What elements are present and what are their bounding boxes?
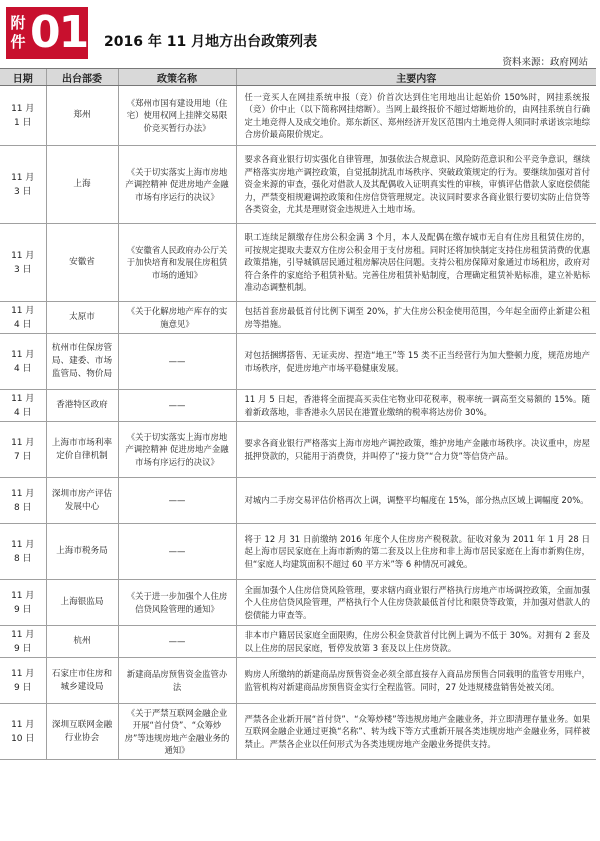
badge-number: 01: [30, 7, 88, 58]
dept-cell: 上海市税务局: [46, 524, 118, 580]
policy-name-cell: ——: [118, 334, 236, 390]
table-row: [0, 580, 596, 626]
policy-name-cell: 《关于切实落实上海市房地产调控精神 促进房地产金融市场有序运行的决议》: [118, 422, 236, 478]
dept-cell: 郑州: [46, 86, 118, 146]
table-body: [0, 86, 596, 760]
badge-prefix: [6, 14, 30, 52]
content-cell: 将于 12 月 31 日前缴纳 2016 年度个人住房房产税税款。征收对象为 2011 年 1 月 28 日起上海市居民家庭在上海市新购的第二套及以上住房和非上海市居民家庭在上海市新购住房，但“家庭人均建筑面积不超过 60 平方米”等 6 种情况可减免。: [236, 524, 596, 580]
table-row: [0, 478, 596, 524]
page-title: 2016 年 11 月地方出台政策列表: [104, 34, 318, 50]
content-cell: 要求各商业银行严格落实上海市房地产调控政策，维护房地产金融市场秩序。决议重申，房屋抵押贷款的，只能用于消费贷，并叫停了“接力贷”“合力贷”等信贷产品。: [236, 422, 596, 478]
content-cell: 对包括捆绑搭售、无证卖房、捏造“地王”等 15 类不正当经营行为加大整顿力度，规范房地产市场秩序，促进房地产市场平稳健康发展。: [236, 334, 596, 390]
content-cell: 包括首套房最低首付比例下调至 20%，扩大住房公积金使用范围，今年起全面停止新建公租房等措施。: [236, 302, 596, 334]
table-row: [0, 704, 596, 760]
table-row: [0, 224, 596, 302]
policy-name-cell: 《关于进一步加强个人住房信贷风险管理的通知》: [118, 580, 236, 626]
policy-name-cell: 《关于切实落实上海市房地产调控精神 促进房地产金融市场有序运行的决议》: [118, 146, 236, 224]
table-row: [0, 302, 596, 334]
date-cell: 11 月 9 日: [0, 580, 46, 626]
date-cell: 11 月 10 日: [0, 704, 46, 760]
table-row: [0, 626, 596, 658]
dept-cell: 安徽省: [46, 224, 118, 302]
column-header-date: 日期: [0, 69, 46, 86]
dept-cell: 深圳市房产评估发展中心: [46, 478, 118, 524]
dept-cell: 上海市市场利率定价自律机制: [46, 422, 118, 478]
date-cell: 11 月 4 日: [0, 302, 46, 334]
table-row: [0, 390, 596, 422]
column-header-dept: 出台部委: [46, 69, 118, 86]
policy-name-cell: ——: [118, 626, 236, 658]
date-cell: 11 月 9 日: [0, 658, 46, 704]
content-cell: 要求各商业银行切实强化自律管理，加强依法合规意识、风险防范意识和公平竞争意识，继续严格落实房地产调控政策，自觉抵制扰乱市场秩序、突破政策规定的行为。要继续加强对首付资金来源的审查，强化对借款人及其配偶收入证明真实性的审核，审慎评估借款人家庭偿债能力，严禁变相规避调控政策和住房信贷管理规定。决议同时要求各商业银行要切实防止信贷等各类资金，尤其是理财资金违规进入土地市场。: [236, 146, 596, 224]
date-cell: 11 月 7 日: [0, 422, 46, 478]
policy-name-cell: 《关于化解房地产库存的实施意见》: [118, 302, 236, 334]
column-header-content: 主要内容: [236, 69, 596, 86]
date-cell: 11 月 4 日: [0, 390, 46, 422]
badge-prefix-bottom: 件: [10, 33, 26, 51]
table-row: [0, 422, 596, 478]
policy-name-cell: 《郑州市国有建设用地（住宅）使用权网上挂牌交易限价竞买暂行办法》: [118, 86, 236, 146]
column-header-policy: 政策名称: [118, 69, 236, 86]
dept-cell: 香港特区政府: [46, 390, 118, 422]
policy-name-cell: 新建商品房预售资金监管办法: [118, 658, 236, 704]
policy-name-cell: 《关于严禁互联网金融企业开展“首付贷”、“众筹炒房”等违规房地产金融业务的通知》: [118, 704, 236, 760]
date-cell: 11 月 8 日: [0, 524, 46, 580]
dept-cell: 杭州市住保房管局、建委、市场监管局、物价局: [46, 334, 118, 390]
badge-prefix-top: 附: [10, 14, 26, 32]
table-header-row: [0, 69, 596, 86]
date-cell: 11 月 1 日: [0, 86, 46, 146]
source-note: 资料来源：政府网站: [502, 57, 588, 68]
table-row: [0, 146, 596, 224]
dept-cell: 上海: [46, 146, 118, 224]
policy-table: [0, 68, 596, 760]
date-cell: 11 月 3 日: [0, 146, 46, 224]
content-cell: 任一竞买人在网挂系统申报（竞）价首次达到住宅用地出让起始价 150%时，网挂系统报（竞）价中止（以下简称网挂熔断）。当网上最终报价不超过熔断地价的，由网挂系统自行确定土地竞得人及成交地价。郑东新区、郑州经济开发区范围内土地竞得人须同时承诺该宗地综合房价最高限价规定。: [236, 86, 596, 146]
date-cell: 11 月 4 日: [0, 334, 46, 390]
content-cell: 购房人所缴纳的新建商品房预售资金必须全部直接存入商品房预售合同载明的监管专用账户，监管机构对新建商品房预售资金实行全程监管。同时，27 处违规楼盘销售处被关闭。: [236, 658, 596, 704]
content-cell: 非本市户籍居民家庭全面限购，住房公积金贷款首付比例上调为不低于 30%。对拥有 2 套及以上住房的居民家庭，暂停发放第 3 套及以上住房贷款。: [236, 626, 596, 658]
policy-name-cell: 《安徽省人民政府办公厅关于加快培育和发展住房租赁市场的通知》: [118, 224, 236, 302]
date-cell: 11 月 3 日: [0, 224, 46, 302]
dept-cell: 杭州: [46, 626, 118, 658]
dept-cell: 石家庄市住房和城乡建设局: [46, 658, 118, 704]
content-cell: 严禁各企业新开展“首付贷”、“众筹炒楼”等违规房地产金融业务，并立即清理存量业务。如果互联网金融企业通过更换“名称”、转为线下等方式重新开展各类违规房地产金融业务，同样被禁止。严禁各企业以任何形式为各类违规房地产金融业务提供支持。: [236, 704, 596, 760]
date-cell: 11 月 8 日: [0, 478, 46, 524]
dept-cell: 上海银监局: [46, 580, 118, 626]
dept-cell: 深圳互联网金融行业协会: [46, 704, 118, 760]
policy-name-cell: ——: [118, 524, 236, 580]
content-cell: 职工连续足额缴存住房公积金满 3 个月，本人及配偶在缴存城市无自有住房且租赁住房的，可按规定提取夫妻双方住房公积金用于支付房租。同时还将加快制定支持住房租赁消费的优惠政策措施，引导城镇居民通过租房解决居住问题。支持公租房保障对象通过市场租房，政府对符合条件的家庭给予租赁补贴。完善住房租赁补贴制度，合理确定租赁补贴标准，建立补贴标准动态调整机制。: [236, 224, 596, 302]
date-cell: 11 月 9 日: [0, 626, 46, 658]
content-cell: 对城内二手房交易评估价格再次上调，调整平均幅度在 15%，部分热点区域上调幅度 20%。: [236, 478, 596, 524]
table-row: [0, 86, 596, 146]
policy-name-cell: ——: [118, 478, 236, 524]
content-cell: 全面加强个人住房信贷风险管理，要求辖内商业银行严格执行房地产市场调控政策，全面加强个人住房信贷风险管理，严格执行个人住房贷款最低首付比和限贷等政策，并加强对借款人的偿债能力审查等。: [236, 580, 596, 626]
table-row: [0, 334, 596, 390]
policy-name-cell: ——: [118, 390, 236, 422]
table-row: [0, 658, 596, 704]
content-cell: 11 月 5 日起，香港将全面提高买卖住宅物业印花税率，税率统一调高至交易额的 15%。随着新政落地，非香港永久居民在港置业缴纳的税率将达房价 30%。: [236, 390, 596, 422]
table-row: [0, 524, 596, 580]
dept-cell: 太原市: [46, 302, 118, 334]
attachment-badge: [6, 7, 88, 59]
